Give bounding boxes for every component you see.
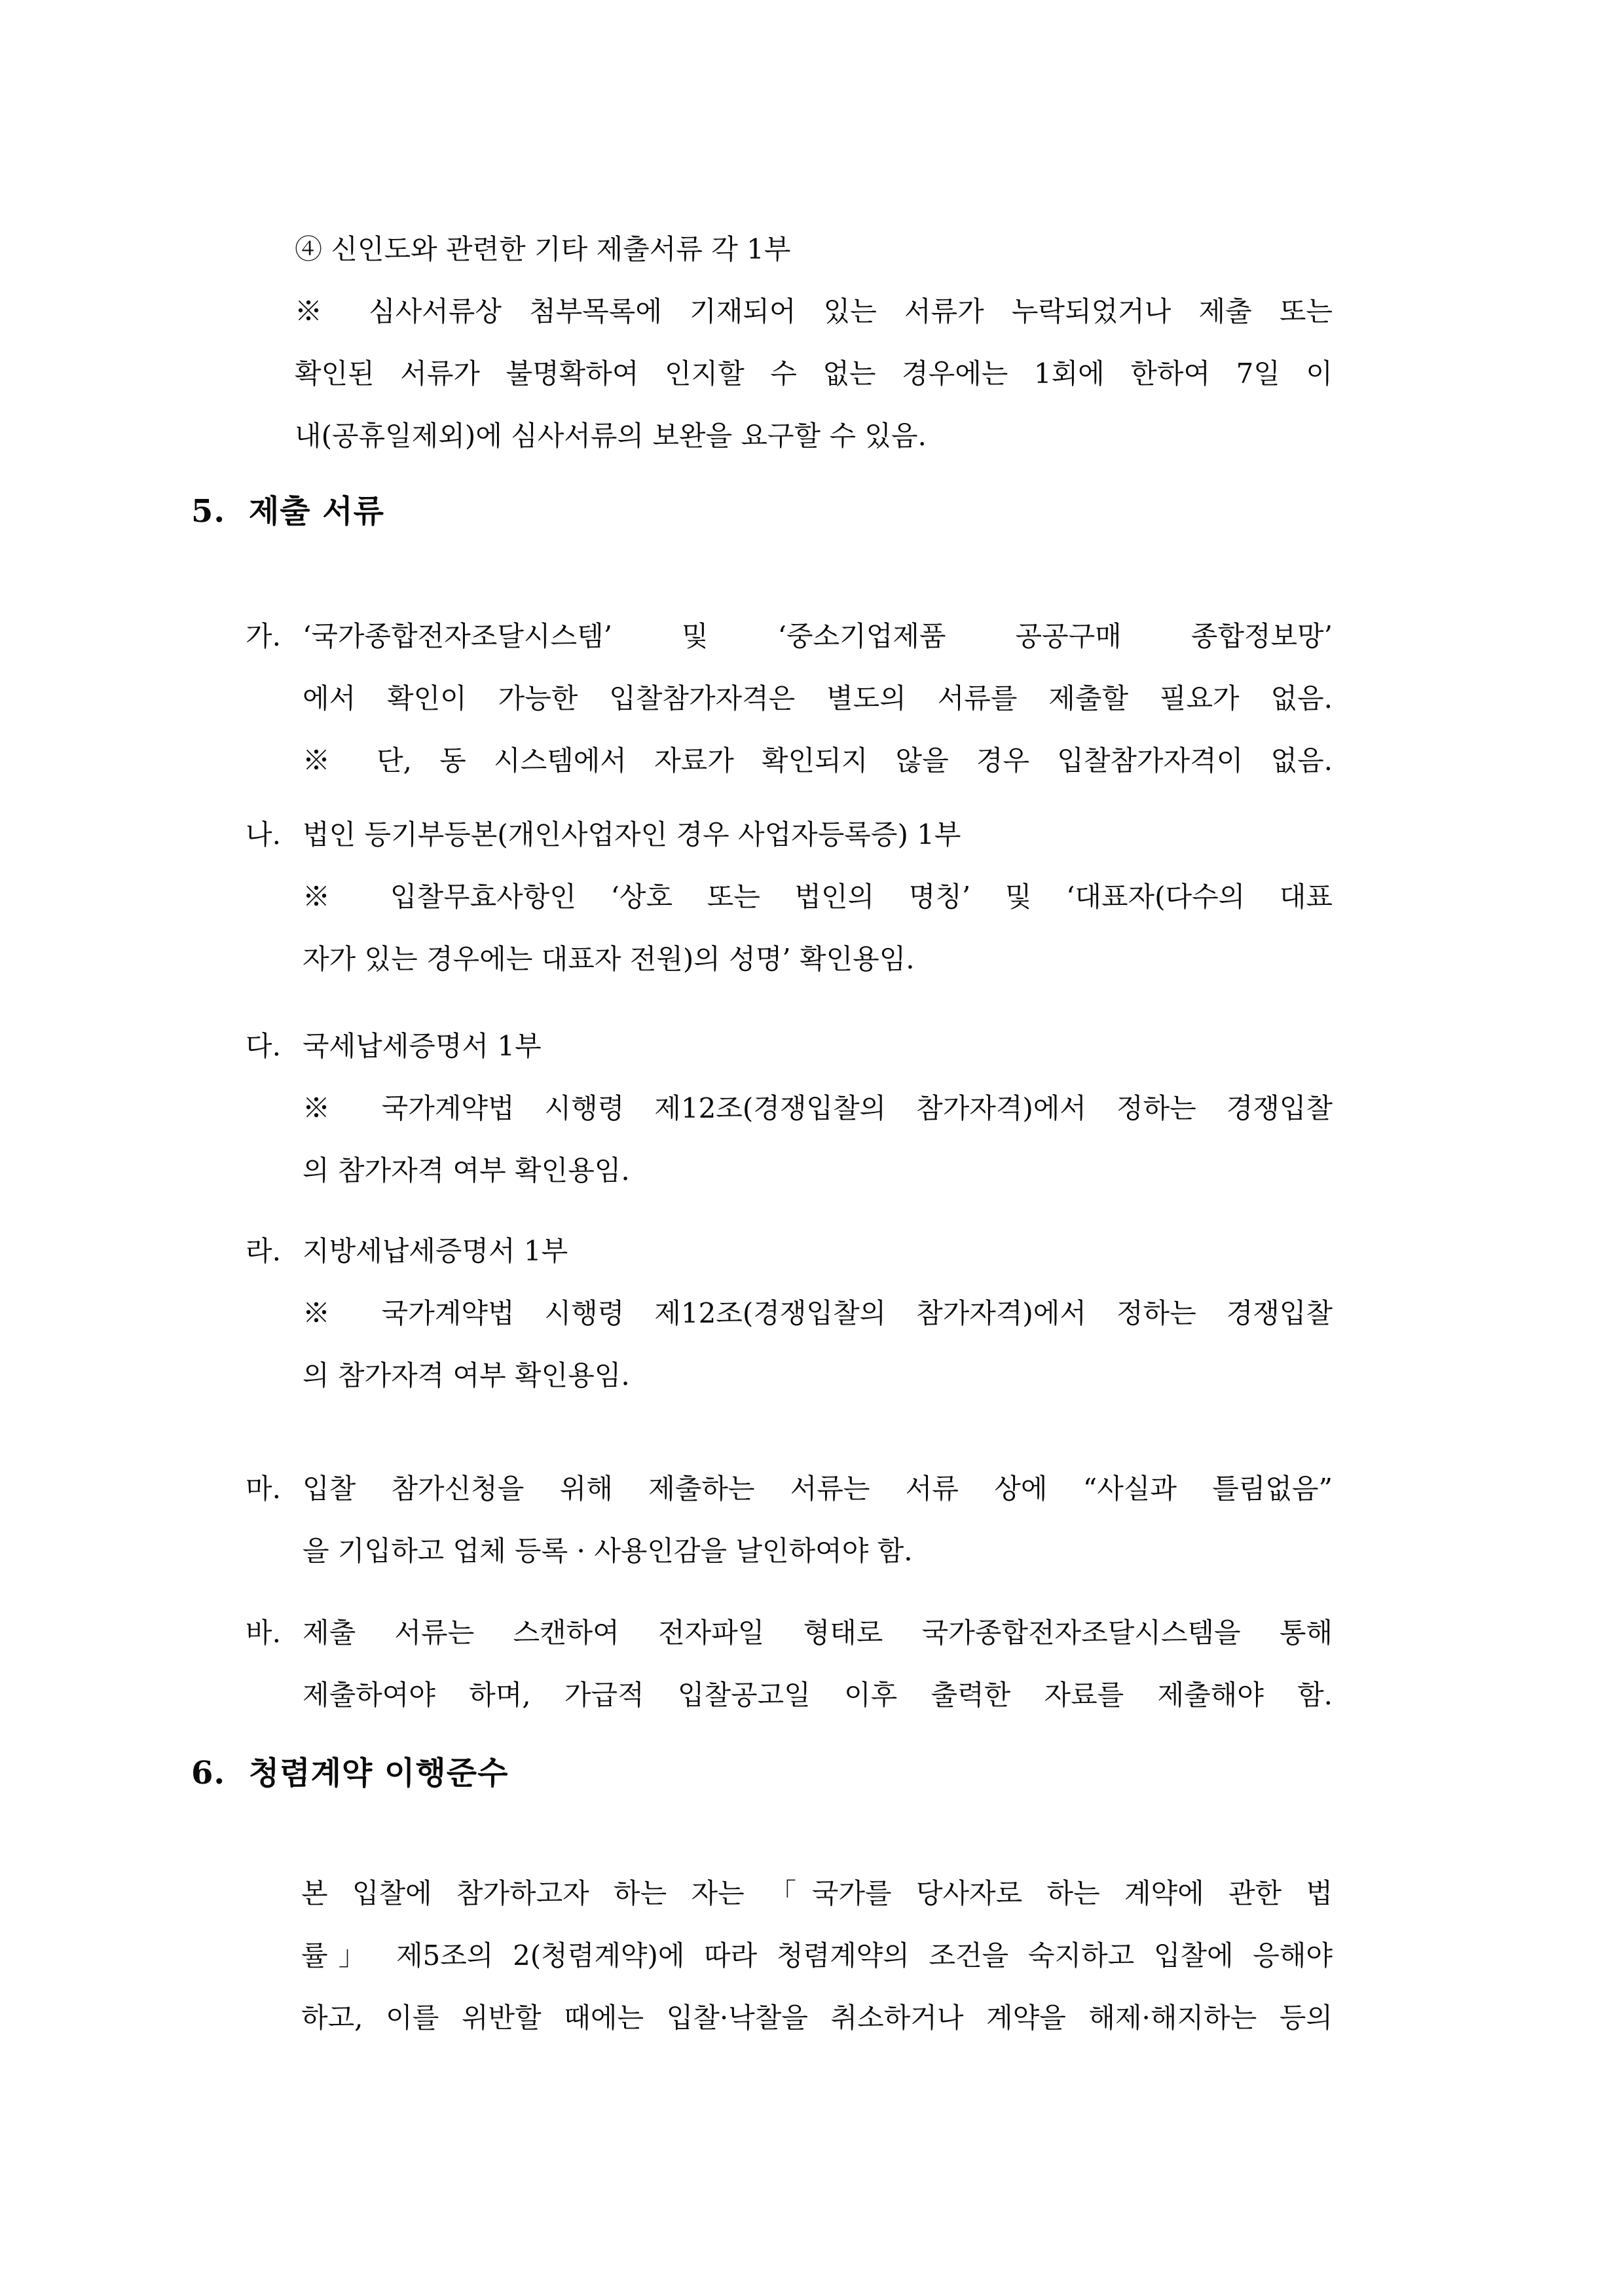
text-line: 자가 있는 경우에는 대표자 전원)의 성명’ 확인용임. (303, 943, 915, 975)
list-item-ga (0, 605, 1624, 792)
text-line: ‘국가종합전자조달시스템’ 및 ‘중소기업제품 공공구매 종합정보망’ (303, 620, 1333, 652)
text-line: 법인 등기부등본(개인사업자인 경우 사업자등록증) 1부 (303, 818, 961, 851)
text-line: 지방세납세증명서 1부 (303, 1235, 568, 1267)
text-line: 하고, 이를 위반할 때에는 입찰·낙찰을 취소하거나 계약을 해제·해지하는 등의 (301, 2002, 1333, 2034)
item-label-da: 다. (246, 1030, 281, 1062)
section-6-title: 청렴계약 이행준수 (248, 1755, 509, 1791)
item-content-ga (303, 605, 1333, 792)
text-line: ※ 국가계약법 시행령 제12조(경쟁입찰의 참가자격)에서 정하는 경쟁입찰 (303, 1297, 1333, 1329)
item-4-note-block (295, 218, 1333, 467)
list-item-ra (0, 1220, 1624, 1406)
text-line: 제출 서류는 스캔하여 전자파일 형태로 국가종합전자조달시스템을 통해 (303, 1617, 1333, 1649)
text-line: 의 참가자격 여부 확인용임. (303, 1359, 630, 1391)
item-label-na: 나. (246, 818, 281, 851)
text-line: 입찰 참가신청을 위해 제출하는 서류는 서류 상에 “사실과 틀림없음” (303, 1473, 1333, 1505)
item-content-na (303, 803, 1333, 990)
text-line: 본 입찰에 참가하고자 하는 자는 「국가를 당사자로 하는 계약에 관한 법 (301, 1877, 1333, 1909)
text-line: 확인된 서류가 불명확하여 인지할 수 없는 경우에는 1회에 한하여 7일 이 (295, 358, 1333, 390)
text-line: ※ 입찰무효사항인 ‘상호 또는 법인의 명칭’ 및 ‘대표자(다수의 대표 (303, 881, 1333, 913)
item-label-ra: 라. (246, 1235, 281, 1267)
text-line: ※ 국가계약법 시행령 제12조(경쟁입찰의 참가자격)에서 정하는 경쟁입찰 (303, 1092, 1333, 1124)
list-item-ba (0, 1602, 1624, 1726)
section-5-number: 5. (191, 493, 226, 530)
text-line: 을 기입하고 업체 등록 · 사용인감을 날인하여야 함. (303, 1535, 913, 1567)
section-5-heading (191, 493, 1624, 530)
list-item-da (0, 1015, 1624, 1202)
section-6-paragraph (301, 1862, 1333, 2049)
text-line: 의 참가자격 여부 확인용임. (303, 1154, 630, 1186)
item-content-ma (303, 1458, 1333, 1582)
section-6-heading (191, 1755, 1624, 1791)
text-line: 내(공휴일제외)에 심사서류의 보완을 요구할 수 있음. (295, 420, 927, 452)
item-content-da (303, 1015, 1333, 1202)
text-line: 제출하여야 하며, 가급적 입찰공고일 이후 출력한 자료를 제출해야 함. (303, 1679, 1333, 1711)
text-line: ※ 심사서류상 첨부목록에 기재되어 있는 서류가 누락되었거나 제출 또는 (295, 295, 1333, 327)
text-line: ※ 단, 동 시스템에서 자료가 확인되지 않을 경우 입찰참가자격이 없음. (303, 744, 1333, 777)
text-line: 국세납세증명서 1부 (303, 1030, 542, 1062)
list-item-na (0, 803, 1624, 990)
item-label-ma: 마. (246, 1473, 281, 1505)
item-label-ba: 바. (246, 1617, 281, 1649)
item-content-ra (303, 1220, 1333, 1406)
list-item-ma (0, 1458, 1624, 1582)
text-line: ④ 신인도와 관련한 기타 제출서류 각 1부 (295, 233, 791, 265)
text-line: 률」 제5조의 2(청렴계약)에 따라 청렴계약의 조건을 숙지하고 입찰에 응해야 (301, 1939, 1333, 1972)
section-5-title: 제출 서류 (248, 493, 385, 530)
item-label-ga: 가. (246, 620, 281, 652)
item-content-ba (303, 1602, 1333, 1726)
text-line: 에서 확인이 가능한 입찰참가자격은 별도의 서류를 제출할 필요가 없음. (303, 682, 1333, 714)
section-6-number: 6. (191, 1755, 226, 1791)
